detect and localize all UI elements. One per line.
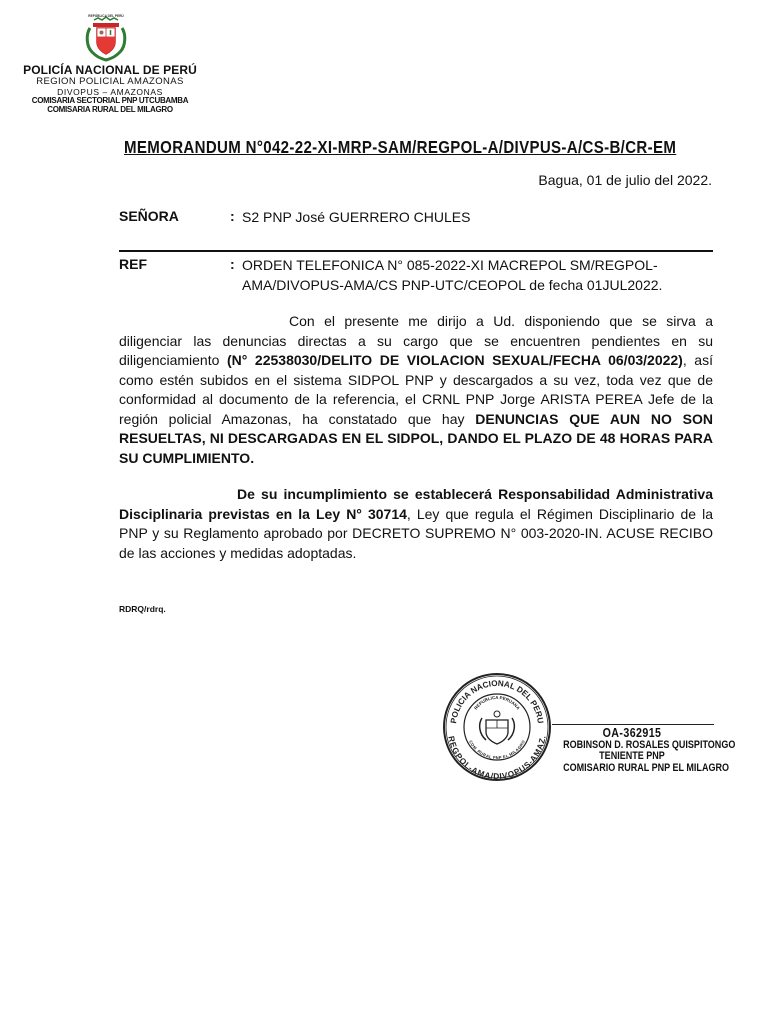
liability-notice: De su incumplimiento se establecerá Responsabilidad Administrativa Disciplinaria previstas en la Ley N° 30714 (119, 486, 713, 522)
memo-date: Bagua, 01 de julio del 2022. (538, 172, 712, 188)
signature-block (563, 725, 736, 774)
reference-line-2: AMA/DIVOPUS-AMA/CS PNP-UTC/CEOPOL de fecha 01JUL2022. (242, 277, 663, 293)
body-paragraph-1 (119, 312, 713, 468)
officer-name: ROBINSON D. ROSALES QUISPITONGO (563, 738, 736, 751)
recipient-label: SEÑORA (119, 208, 179, 224)
deadline-notice: DENUNCIAS QUE AUN NO SON RESUELTAS, NI DESCARGADAS EN EL SIDPOL, DANDO EL PLAZO DE 48 HORAS PARA SU CUMPLIMIENTO. (119, 410, 713, 466)
seal-outer-text-top: POLICIA NACIONAL DEL PERU (449, 678, 545, 724)
memo-title: MEMORANDUM N°042-22-XI-MRP-SAM/REGPOL-A/DIVPUS-A/CS-B/CR-EM (124, 137, 677, 157)
sector-station-name: COMISARIA SECTORIAL PNP UTCUBAMBA (31, 95, 189, 105)
body-paragraph-1-text-c: , así como estén subidos en el sistema SIDPOL PNP y descargados a su vez, toda vez que de conformidad al documento de la referencia, el CRNL PNP Jorge ARISTA PEREA Jefe de la región policial Amazonas, ha constatado que hay (119, 352, 713, 427)
reference-line-1: ORDEN TELEFONICA N° 085-2022-XI MACREPOL SM/REGPOL- (242, 257, 658, 273)
region-name: REGION POLICIAL AMAZONAS (36, 76, 184, 88)
recipient-colon: : (230, 208, 235, 224)
reference-colon: : (230, 256, 235, 272)
officer-rank: TENIENTE PNP (599, 750, 665, 763)
institution-header (10, 64, 210, 115)
officer-unit: COMISARIO RURAL PNP EL MILAGRO (563, 761, 730, 774)
division-name: DIVOPUS – AMAZONAS (57, 86, 163, 97)
seal-outer-text-bottom: REGPOL-AMA/DIVOPUS-AMAZ. (446, 735, 548, 782)
complaint-reference: (N° 22538030/DELITO DE VIOLACION SEXUAL/FECHA 06/03/2022) (226, 352, 683, 368)
institution-name: POLICÍA NACIONAL DE PERÚ (23, 63, 197, 77)
svg-text:REPUBLICA PERUANA (473, 695, 521, 711)
typist-initials: RDRQ/rdrq. (119, 604, 166, 614)
police-seal-icon (442, 672, 552, 782)
emblem-caption: REPÚBLICA DEL PERÚ (88, 14, 124, 18)
body-paragraph-2 (119, 485, 713, 563)
seal-inner-text-top: REPUBLICA PERUANA (473, 694, 521, 711)
peru-coat-of-arms-icon (84, 12, 128, 64)
reference-label: REF (119, 256, 147, 272)
header-divider (119, 250, 713, 252)
recipient-value: S2 PNP José GUERRERO CHULES (242, 209, 471, 225)
seal-inner-text-bottom: COM. RURAL PNP EL MILAGRO (468, 739, 526, 761)
body-paragraph-2-text-c: . ACUSE RECIBO de las acciones y medidas adoptadas. (119, 525, 713, 561)
officer-code: OA-362915 (602, 725, 662, 740)
svg-text:COM. RURAL PNP EL MILAGRO (468, 739, 526, 760)
body-paragraph-2-text-b: , Ley que regula el Régimen Disciplinario de la PNP y su Reglamento aprobado por DECRETO SUPREMO N° 003-2020-IN (119, 505, 713, 541)
body-paragraph-1-text-a: Con el presente me dirijo a Ud. disponiendo que se sirva a diligenciar las denuncias directas a su cargo que se encuentren pendientes en su diligenciamiento (119, 313, 713, 368)
rural-station-name: COMISARIA RURAL DEL MILAGRO (47, 104, 173, 114)
